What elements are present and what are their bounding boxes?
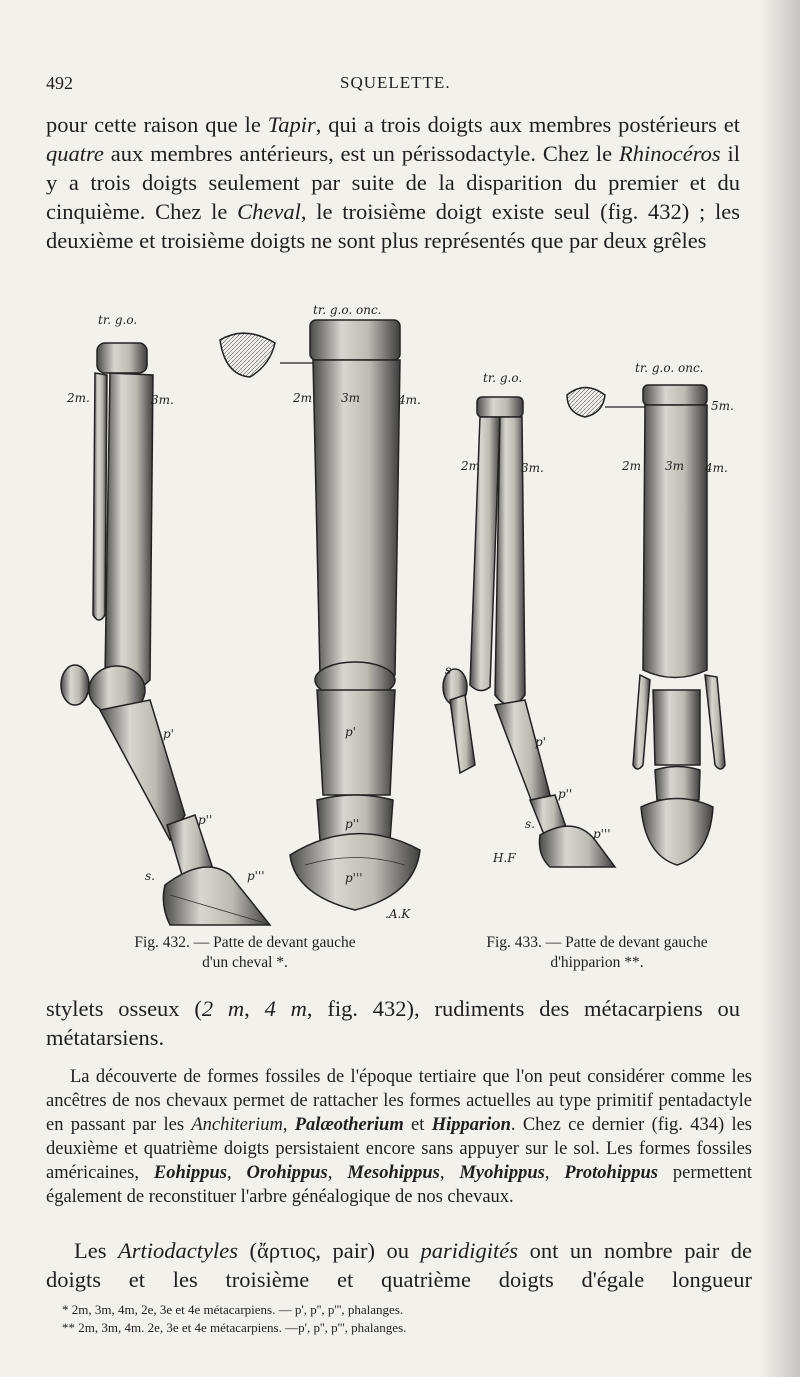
horse-leg-front-view [220,320,420,910]
label-432-4m: 4m. [398,393,421,407]
term-paridigites: paridigités [420,1238,519,1263]
term-quatre: quatre [46,141,104,166]
figure-illustration [55,295,755,935]
term-protohippus: Protohippus [564,1163,658,1183]
label-433-5m: 5m. [711,399,734,413]
label-433-hf: H.F [493,851,516,865]
label-433-s: s [445,663,452,677]
label-433-p1: p' [535,735,546,749]
paragraph-4: Les Artiodactyles (ἄρτιος, pair) ou paridigités ont un nombre pair de doigts et les troisième et quatrième doigts d'égale longueur [46,1238,752,1292]
caption-fig-432-line2: d'un cheval *. [202,954,288,971]
label-432-p1-front: p' [345,725,356,739]
label-433-4m: 4m. [705,461,728,475]
label-433-2m: 2m [461,459,481,473]
label-433-3m-front: 3m [665,459,685,473]
term-2m: 2 m [201,996,245,1021]
label-432-3m: 3m. [151,393,174,407]
horse-leg-side-view [61,343,270,925]
label-432-tr-go-onc: tr. g.o. onc. [313,303,382,317]
label-433-2m-front: 2m [622,459,642,473]
label-432-3m-front: 3m [341,391,361,405]
label-432-p2-front: p'' [345,817,360,831]
page-edge-shadow [760,0,800,1377]
label-432-tr-go: tr. g.o. [98,313,138,327]
label-432-2m-front: 2m. [293,391,316,405]
term-anchiterium: Anchiterium [191,1115,283,1135]
label-432-p2: p'' [198,813,213,827]
footnote-2: ** 2m, 3m, 4m. 2e, 3e et 4e métacarpiens. —p', p'', p''', phalanges. [62,1320,407,1335]
paragraph-1: pour cette raison que le Tapir, qui a trois doigts aux membres postérieurs et quatre aux membres antérieurs, est un périssodactyle. Chez le Rhinocéros il y a trois doigts seulement par suite de la disparition du premier et du cinquième. Chez le Cheval, le troisième doigt existe seul (fig. 432) ; les deuxième et troisième doigts ne sont plus représentés que par deux grêles [46,112,741,253]
term-myohippus: Myohippus [459,1163,545,1183]
label-432-p3-front: p''' [345,871,363,885]
label-432-p1: p' [163,727,174,741]
term-4m: 4 m [264,996,307,1021]
term-eohippus: Eohippus [153,1163,227,1183]
caption-fig-432-line1: Fig. 432. — Patte de devant gauche [134,934,356,951]
term-palaeotherium: Palæotherium [294,1115,404,1135]
term-hipparion: Hipparion [431,1115,511,1135]
caption-fig-432 [80,933,410,973]
label-432-2m: 2m. [67,391,90,405]
label-432-signature: .A.K [385,907,411,921]
paragraph-2: stylets osseux (2 m, 4 m, fig. 432), rudiments des métacarpiens ou métatarsiens. [46,996,741,1050]
footnote-1: * 2m, 3m, 4m, 2e, 3e et 4e métacarpiens. — p', p'', p''', phalanges. [62,1302,404,1317]
term-orohippus: Orohippus [246,1163,328,1183]
term-rhinoceros: Rhinocéros [619,141,721,166]
page-number: 492 [46,73,73,93]
caption-fig-433-line1: Fig. 433. — Patte de devant gauche [486,934,708,951]
hipparion-leg-front-view [567,385,725,865]
label-432-s: s. [145,869,155,883]
term-tapir: Tapir [267,112,316,137]
caption-fig-433 [432,933,762,973]
label-433-tr-go: tr. g.o. [483,371,523,385]
bone-engravings [55,295,755,935]
running-head: SQUELETTE. [340,73,451,92]
label-433-p3: p''' [593,827,611,841]
label-432-p3: p''' [247,869,265,883]
term-artiodactyles: Artiodactyles [118,1238,239,1263]
term-mesohippus: Mesohippus [347,1163,440,1183]
caption-fig-433-line2: d'hipparion **. [550,954,644,971]
label-433-tr-go-onc: tr. g.o. onc. [635,361,704,375]
label-433-s2: s. [525,817,535,831]
paragraph-3: La découverte de formes fossiles de l'époque tertiaire que l'on peut considérer comme les ancêtres de nos chevaux permet de rattacher les formes actuelles au type primitif pentadactyle en passant par les Anchiterium, Palæotherium et Hipparion. Chez ce dernier (fig. 434) les deuxième et quatrième doigts persistaient encore sans appuyer sur le sol. Les formes fossiles américaines, Eohippus, Orohippus, Mesohippus, Myohippus, Protohippus permettent également de reconstituer l'arbre généalogique de nos chevaux. [46,1067,753,1207]
label-433-3m: 3m. [521,461,544,475]
term-cheval: Cheval [237,199,301,224]
label-433-p2: p'' [558,787,573,801]
